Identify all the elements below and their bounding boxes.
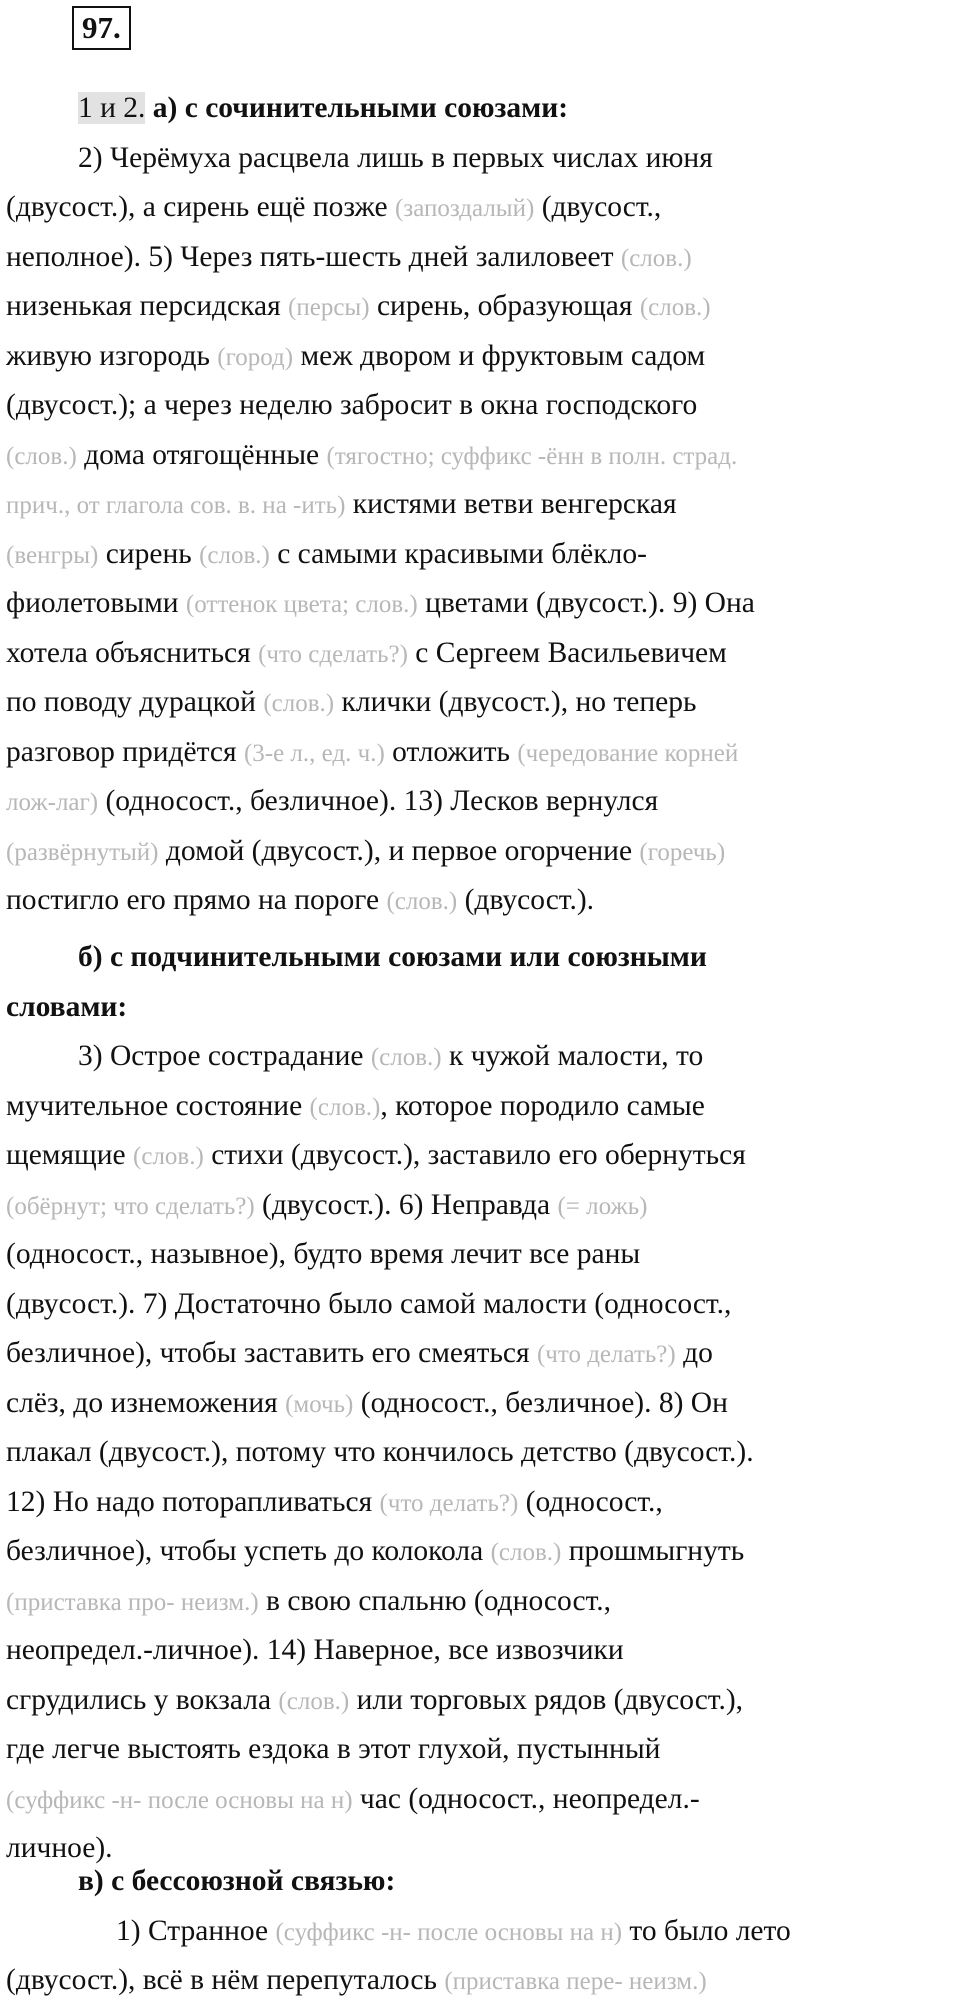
section-c [6, 1857, 956, 2006]
text-line: неопредел.-личное). 14) Наверное, все извозчики [6, 1634, 624, 1666]
section-a [6, 84, 956, 926]
text-line: щемящие (слов.) стихи (двусост.), заставило его обернуться [6, 1139, 746, 1171]
text-line: фиолетовыми (оттенок цвета; слов.) цветами (двусост.). 9) Она [6, 587, 755, 619]
task-marker: 1 и 2. [78, 92, 146, 124]
text-line: хотела объясниться (что сделать?) с Сергеем Васильевичем [6, 636, 727, 669]
section-b-heading: б) с подчинительными союзами или союзными [78, 941, 707, 973]
text-line: где легче выстоять ездока в этот глухой, пустынный [6, 1733, 661, 1765]
text-line: (развёрнутый) домой (двусост.), и первое огорчение (горечь) [6, 834, 726, 867]
text-line: неполное). 5) Через пять-шесть дней залиловеет (слов.) [6, 240, 692, 273]
text-line: 12) Но надо поторапливаться (что делать?) (односост., [6, 1485, 663, 1518]
text-line: 2) Черёмуха расцвела лишь в первых числах июня [78, 141, 713, 174]
text-line: 3) Острое сострадание (слов.) к чужой малости, то [78, 1040, 704, 1072]
text-line: (двусост.). 7) Достаточно было самой малости (односост., [6, 1287, 732, 1320]
section-a-heading-line [6, 84, 956, 134]
section-c-heading: в) с бессоюзной связью: [78, 1865, 396, 1897]
text-line: (односост., назывное), будто время лечит все раны [6, 1238, 641, 1270]
text-line: (венгры) сирень (слов.) с самыми красивыми блёкло- [6, 537, 647, 570]
text-line: постигло его прямо на пороге (слов.) (двусост.). [6, 884, 595, 916]
text-line: безличное), чтобы заставить его смеяться (что делать?) до [6, 1337, 713, 1369]
text-line: плакал (двусост.), потому что кончилось детство (двусост.). [6, 1436, 754, 1468]
text-line: (двусост.); а через неделю забросит в окна господского [6, 389, 698, 421]
text-line: (приставка про- неизм.) в свою спальню (односост., [6, 1584, 612, 1617]
section-b [6, 933, 956, 1874]
text-line: прич., от глагола сов. в. на -ить) кистями ветви венгерская [6, 488, 677, 520]
text-line: сгрудились у вокзала (слов.) или торговых рядов (двусост.), [6, 1683, 744, 1716]
text-line: низенькая персидская (персы) сирень, образующая (слов.) [6, 290, 711, 322]
text-line: живую изгородь (город) меж двором и фруктовым садом [6, 339, 706, 372]
text-line: личное). [6, 1832, 113, 1864]
text-line: безличное), чтобы успеть до колокола (слов.) прошмыгнуть [6, 1535, 745, 1567]
text-line: (двусост.), всё в нём перепуталось (приставка пере- неизм.) [6, 1964, 707, 1996]
text-line: слёз, до изнеможения (мочь) (односост., безличное). 8) Он [6, 1386, 728, 1419]
text-line: разговор придётся (3-е л., ед. ч.) отложить (чередование корней [6, 735, 739, 768]
text-line: (суффикс -н- после основы на н) час (односост., неопредел.- [6, 1782, 700, 1815]
section-a-heading: а) с сочинительными союзами: [152, 92, 569, 124]
section-b-heading-cont: словами: [6, 990, 128, 1023]
text-line: лож-лаг) (односост., безличное). 13) Лесков вернулся [6, 785, 659, 817]
exercise-number: 97. [72, 6, 131, 50]
text-line: 1) Странное (суффикс -н- после основы на н) то было лето [116, 1914, 791, 1947]
text-line: (двусост.), а сирень ещё позже (запоздалый) (двусост., [6, 191, 662, 223]
text-line: мучительное состояние (слов.), которое породило самые [6, 1089, 705, 1122]
text-line: (обёрнут; что сделать?) (двусост.). 6) Неправда (= ложь) [6, 1188, 648, 1221]
text-line: (слов.) дома отягощённые (тягостно; суффикс -ённ в полн. страд. [6, 438, 738, 471]
text-line: по поводу дурацкой (слов.) клички (двусост.), но теперь [6, 686, 697, 718]
